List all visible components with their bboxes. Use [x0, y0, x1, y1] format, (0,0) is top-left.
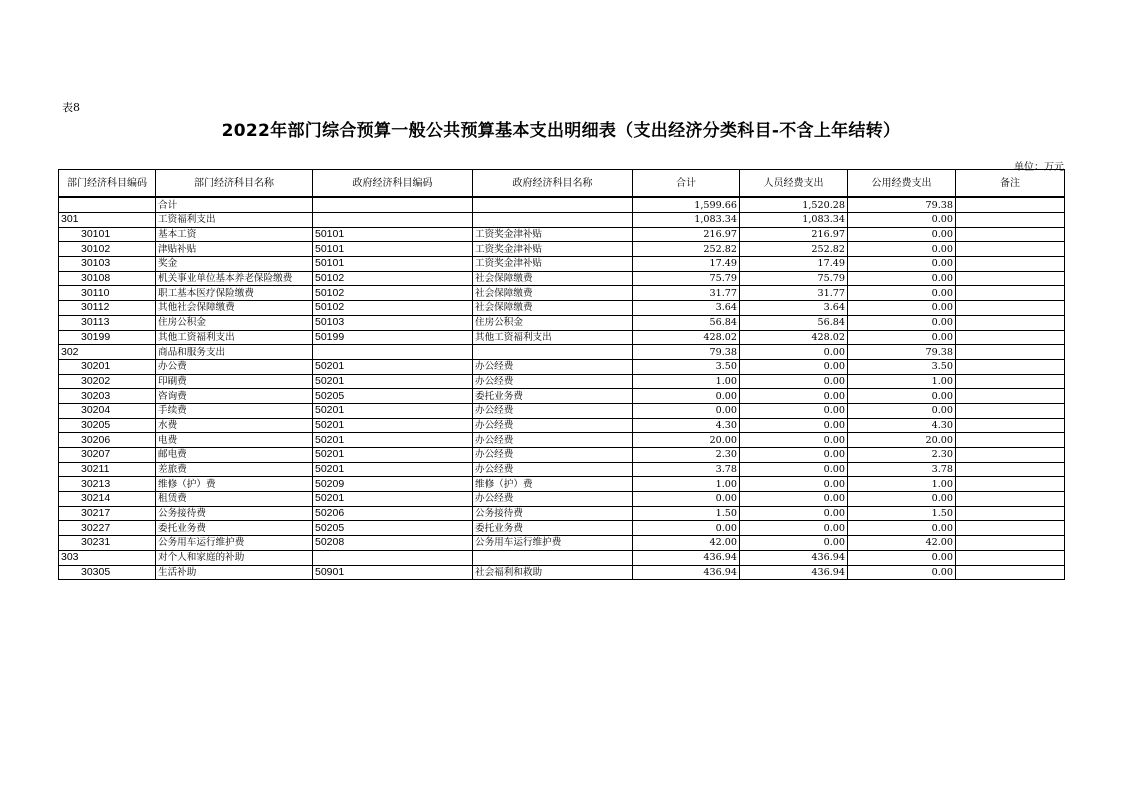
- gov-name-cell: 工资奖金津补贴: [473, 227, 633, 242]
- total-cell: 216.97: [633, 227, 740, 242]
- dept-code-cell: 30231: [59, 536, 156, 551]
- table-row: [59, 448, 1065, 463]
- dept-name-cell: 办公费: [156, 359, 313, 374]
- gov-name-cell: 办公经费: [473, 492, 633, 507]
- gov-code-cell: 50201: [313, 462, 473, 477]
- note-cell: [956, 359, 1065, 374]
- dept-code-cell: 30205: [59, 418, 156, 433]
- personnel-cell: 0.00: [740, 403, 848, 418]
- gov-code-cell: [313, 550, 473, 565]
- personnel-cell: 0.00: [740, 506, 848, 521]
- dept-name-cell: 咨询费: [156, 389, 313, 404]
- personnel-cell: 436.94: [740, 565, 848, 580]
- public-cell: 0.00: [848, 330, 956, 345]
- total-cell: 252.82: [633, 242, 740, 257]
- table-row: [59, 565, 1065, 580]
- total-cell: 31.77: [633, 286, 740, 301]
- note-cell: [956, 477, 1065, 492]
- gov-code-cell: 50199: [313, 330, 473, 345]
- dept-name-cell: 维修（护）费: [156, 477, 313, 492]
- table-row: [59, 492, 1065, 507]
- public-cell: 20.00: [848, 433, 956, 448]
- total-cell: 1,083.34: [633, 213, 740, 228]
- note-cell: [956, 536, 1065, 551]
- note-cell: [956, 448, 1065, 463]
- dept-code-cell: 30305: [59, 565, 156, 580]
- public-cell: 2.30: [848, 448, 956, 463]
- dept-name-cell: 基本工资: [156, 227, 313, 242]
- dept-name-cell: 公务接待费: [156, 506, 313, 521]
- column-header: 政府经济科目名称: [473, 170, 633, 198]
- gov-code-cell: 50102: [313, 301, 473, 316]
- public-cell: 0.00: [848, 565, 956, 580]
- total-cell: 2.30: [633, 448, 740, 463]
- public-cell: 0.00: [848, 301, 956, 316]
- gov-name-cell: 社会福利和救助: [473, 565, 633, 580]
- public-cell: 1.50: [848, 506, 956, 521]
- gov-name-cell: [473, 213, 633, 228]
- dept-name-cell: 奖金: [156, 257, 313, 272]
- table-row: [59, 301, 1065, 316]
- gov-code-cell: 50201: [313, 374, 473, 389]
- total-cell: 3.78: [633, 462, 740, 477]
- total-cell: 0.00: [633, 389, 740, 404]
- table-row: [59, 506, 1065, 521]
- gov-code-cell: 50205: [313, 389, 473, 404]
- gov-name-cell: 办公经费: [473, 403, 633, 418]
- dept-code-cell: 30101: [59, 227, 156, 242]
- gov-code-cell: [313, 345, 473, 360]
- column-header: 公用经费支出: [848, 170, 956, 198]
- dept-name-cell: 生活补助: [156, 565, 313, 580]
- note-cell: [956, 345, 1065, 360]
- public-cell: 0.00: [848, 315, 956, 330]
- dept-name-cell: 机关事业单位基本养老保险缴费: [156, 271, 313, 286]
- note-cell: [956, 330, 1065, 345]
- public-cell: 4.30: [848, 418, 956, 433]
- table-row: [59, 521, 1065, 536]
- gov-name-cell: 社会保障缴费: [473, 271, 633, 286]
- gov-name-cell: 住房公积金: [473, 315, 633, 330]
- dept-code-cell: 30110: [59, 286, 156, 301]
- table-row: [59, 418, 1065, 433]
- gov-code-cell: 50901: [313, 565, 473, 580]
- personnel-cell: 75.79: [740, 271, 848, 286]
- note-cell: [956, 462, 1065, 477]
- dept-name-cell: 委托业务费: [156, 521, 313, 536]
- note-cell: [956, 521, 1065, 536]
- total-cell: 1.00: [633, 374, 740, 389]
- dept-code-cell: 30211: [59, 462, 156, 477]
- total-cell: 0.00: [633, 403, 740, 418]
- public-cell: 42.00: [848, 536, 956, 551]
- column-header: 部门经济科目编码: [59, 170, 156, 198]
- personnel-cell: 0.00: [740, 492, 848, 507]
- total-cell: 436.94: [633, 550, 740, 565]
- note-cell: [956, 550, 1065, 565]
- personnel-cell: 252.82: [740, 242, 848, 257]
- gov-name-cell: [473, 345, 633, 360]
- note-cell: [956, 492, 1065, 507]
- gov-code-cell: 50102: [313, 271, 473, 286]
- personnel-cell: 3.64: [740, 301, 848, 316]
- personnel-cell: 0.00: [740, 536, 848, 551]
- personnel-cell: 216.97: [740, 227, 848, 242]
- gov-code-cell: 50208: [313, 536, 473, 551]
- personnel-cell: 0.00: [740, 345, 848, 360]
- personnel-cell: 1,083.34: [740, 213, 848, 228]
- table-row: [59, 550, 1065, 565]
- public-cell: 0.00: [848, 213, 956, 228]
- dept-name-cell: 商品和服务支出: [156, 345, 313, 360]
- personnel-cell: 17.49: [740, 257, 848, 272]
- gov-code-cell: 50201: [313, 359, 473, 374]
- public-cell: 0.00: [848, 550, 956, 565]
- public-cell: 1.00: [848, 477, 956, 492]
- note-cell: [956, 271, 1065, 286]
- dept-code-cell: 30204: [59, 403, 156, 418]
- dept-code-cell: 30103: [59, 257, 156, 272]
- personnel-cell: 31.77: [740, 286, 848, 301]
- personnel-cell: 56.84: [740, 315, 848, 330]
- note-cell: [956, 257, 1065, 272]
- dept-name-cell: 对个人和家庭的补助: [156, 550, 313, 565]
- table-row: [59, 315, 1065, 330]
- total-cell: 428.02: [633, 330, 740, 345]
- personnel-cell: 0.00: [740, 448, 848, 463]
- public-cell: 3.78: [848, 462, 956, 477]
- gov-name-cell: 办公经费: [473, 462, 633, 477]
- gov-code-cell: 50205: [313, 521, 473, 536]
- personnel-cell: 428.02: [740, 330, 848, 345]
- personnel-cell: 0.00: [740, 418, 848, 433]
- column-header: 部门经济科目名称: [156, 170, 313, 198]
- total-cell: 79.38: [633, 345, 740, 360]
- public-cell: 79.38: [848, 197, 956, 213]
- table-row: [59, 271, 1065, 286]
- table-row: [59, 359, 1065, 374]
- public-cell: 0.00: [848, 227, 956, 242]
- gov-name-cell: 维修（护）费: [473, 477, 633, 492]
- dept-code-cell: 30108: [59, 271, 156, 286]
- dept-name-cell: 租赁费: [156, 492, 313, 507]
- column-header: 合计: [633, 170, 740, 198]
- total-cell: 17.49: [633, 257, 740, 272]
- personnel-cell: 0.00: [740, 359, 848, 374]
- personnel-cell: 0.00: [740, 462, 848, 477]
- unit-label: 单位：万元: [1014, 162, 1064, 173]
- gov-code-cell: 50209: [313, 477, 473, 492]
- gov-name-cell: 工资奖金津补贴: [473, 242, 633, 257]
- total-cell: 56.84: [633, 315, 740, 330]
- column-header: 人员经费支出: [740, 170, 848, 198]
- dept-name-cell: 其他工资福利支出: [156, 330, 313, 345]
- dept-name-cell: 工资福利支出: [156, 213, 313, 228]
- gov-code-cell: 50103: [313, 315, 473, 330]
- gov-name-cell: 委托业务费: [473, 521, 633, 536]
- public-cell: 0.00: [848, 242, 956, 257]
- dept-name-cell: 差旅费: [156, 462, 313, 477]
- personnel-cell: 0.00: [740, 374, 848, 389]
- dept-code-cell: 30202: [59, 374, 156, 389]
- gov-name-cell: 公务接待费: [473, 506, 633, 521]
- public-cell: 79.38: [848, 345, 956, 360]
- gov-name-cell: 办公经费: [473, 433, 633, 448]
- gov-name-cell: 公务用车运行维护费: [473, 536, 633, 551]
- budget-table: [58, 169, 1065, 580]
- total-cell: 4.30: [633, 418, 740, 433]
- note-cell: [956, 227, 1065, 242]
- total-cell: 1.50: [633, 506, 740, 521]
- table-row: [59, 477, 1065, 492]
- gov-name-cell: 办公经费: [473, 359, 633, 374]
- public-cell: 0.00: [848, 257, 956, 272]
- gov-code-cell: 50101: [313, 227, 473, 242]
- dept-code-cell: 30217: [59, 506, 156, 521]
- gov-code-cell: 50101: [313, 257, 473, 272]
- gov-name-cell: [473, 197, 633, 213]
- gov-name-cell: 办公经费: [473, 374, 633, 389]
- gov-name-cell: 办公经费: [473, 418, 633, 433]
- table-row: [59, 345, 1065, 360]
- column-header: 政府经济科目编码: [313, 170, 473, 198]
- table-row: [59, 536, 1065, 551]
- dept-code-cell: 30112: [59, 301, 156, 316]
- gov-code-cell: [313, 197, 473, 213]
- personnel-cell: 1,520.28: [740, 197, 848, 213]
- note-cell: [956, 403, 1065, 418]
- gov-code-cell: 50201: [313, 448, 473, 463]
- public-cell: 1.00: [848, 374, 956, 389]
- table-row: [59, 227, 1065, 242]
- public-cell: 0.00: [848, 521, 956, 536]
- total-cell: 3.50: [633, 359, 740, 374]
- gov-code-cell: 50101: [313, 242, 473, 257]
- gov-name-cell: 社会保障缴费: [473, 301, 633, 316]
- gov-name-cell: 工资奖金津补贴: [473, 257, 633, 272]
- dept-name-cell: 公务用车运行维护费: [156, 536, 313, 551]
- total-cell: 42.00: [633, 536, 740, 551]
- gov-name-cell: 委托业务费: [473, 389, 633, 404]
- gov-code-cell: 50201: [313, 492, 473, 507]
- note-cell: [956, 433, 1065, 448]
- dept-code-cell: 30213: [59, 477, 156, 492]
- dept-code-cell: [59, 197, 156, 213]
- note-cell: [956, 565, 1065, 580]
- note-cell: [956, 213, 1065, 228]
- note-cell: [956, 242, 1065, 257]
- public-cell: 0.00: [848, 271, 956, 286]
- dept-code-cell: 30203: [59, 389, 156, 404]
- public-cell: 0.00: [848, 389, 956, 404]
- dept-code-cell: 30201: [59, 359, 156, 374]
- note-cell: [956, 506, 1065, 521]
- dept-name-cell: 印刷费: [156, 374, 313, 389]
- personnel-cell: 436.94: [740, 550, 848, 565]
- total-cell: 20.00: [633, 433, 740, 448]
- dept-name-cell: 电费: [156, 433, 313, 448]
- gov-name-cell: 社会保障缴费: [473, 286, 633, 301]
- personnel-cell: 0.00: [740, 477, 848, 492]
- table-header-row: [59, 170, 1065, 198]
- note-cell: [956, 389, 1065, 404]
- dept-name-cell: 职工基本医疗保险缴费: [156, 286, 313, 301]
- total-cell: 75.79: [633, 271, 740, 286]
- note-cell: [956, 374, 1065, 389]
- note-cell: [956, 286, 1065, 301]
- personnel-cell: 0.00: [740, 389, 848, 404]
- dept-code-cell: 30227: [59, 521, 156, 536]
- gov-name-cell: 办公经费: [473, 448, 633, 463]
- dept-code-cell: 30206: [59, 433, 156, 448]
- public-cell: 0.00: [848, 403, 956, 418]
- public-cell: 3.50: [848, 359, 956, 374]
- gov-name-cell: [473, 550, 633, 565]
- total-cell: 1,599.66: [633, 197, 740, 213]
- gov-code-cell: 50206: [313, 506, 473, 521]
- note-cell: [956, 301, 1065, 316]
- public-cell: 0.00: [848, 492, 956, 507]
- table-row: [59, 197, 1065, 213]
- note-cell: [956, 418, 1065, 433]
- dept-code-cell: 30113: [59, 315, 156, 330]
- dept-code-cell: 301: [59, 213, 156, 228]
- table-row: [59, 257, 1065, 272]
- total-cell: 0.00: [633, 492, 740, 507]
- total-cell: 1.00: [633, 477, 740, 492]
- gov-code-cell: 50201: [313, 418, 473, 433]
- page-title: 2022年部门综合预算一般公共预算基本支出明细表（支出经济分类科目-不含上年结转）: [221, 121, 901, 141]
- dept-name-cell: 其他社会保障缴费: [156, 301, 313, 316]
- dept-code-cell: 30199: [59, 330, 156, 345]
- dept-name-cell: 手续费: [156, 403, 313, 418]
- dept-code-cell: 302: [59, 345, 156, 360]
- dept-name-cell: 合计: [156, 197, 313, 213]
- table-row: [59, 403, 1065, 418]
- column-header: 备注: [956, 170, 1065, 198]
- table-row: [59, 389, 1065, 404]
- note-cell: [956, 197, 1065, 213]
- gov-code-cell: 50201: [313, 403, 473, 418]
- dept-code-cell: 303: [59, 550, 156, 565]
- gov-code-cell: 50201: [313, 433, 473, 448]
- dept-name-cell: 水费: [156, 418, 313, 433]
- table-body: [59, 197, 1065, 580]
- table-row: [59, 462, 1065, 477]
- personnel-cell: 0.00: [740, 433, 848, 448]
- table-row: [59, 330, 1065, 345]
- personnel-cell: 0.00: [740, 521, 848, 536]
- table-row: [59, 213, 1065, 228]
- dept-code-cell: 30207: [59, 448, 156, 463]
- table-row: [59, 433, 1065, 448]
- dept-code-cell: 30214: [59, 492, 156, 507]
- gov-code-cell: 50102: [313, 286, 473, 301]
- gov-name-cell: 其他工资福利支出: [473, 330, 633, 345]
- dept-code-cell: 30102: [59, 242, 156, 257]
- public-cell: 0.00: [848, 286, 956, 301]
- table-row: [59, 242, 1065, 257]
- gov-code-cell: [313, 213, 473, 228]
- dept-name-cell: 住房公积金: [156, 315, 313, 330]
- note-cell: [956, 315, 1065, 330]
- table-row: [59, 374, 1065, 389]
- total-cell: 3.64: [633, 301, 740, 316]
- total-cell: 0.00: [633, 521, 740, 536]
- dept-name-cell: 津贴补贴: [156, 242, 313, 257]
- dept-name-cell: 邮电费: [156, 448, 313, 463]
- total-cell: 436.94: [633, 565, 740, 580]
- table-number: 表8: [62, 101, 80, 114]
- table-row: [59, 286, 1065, 301]
